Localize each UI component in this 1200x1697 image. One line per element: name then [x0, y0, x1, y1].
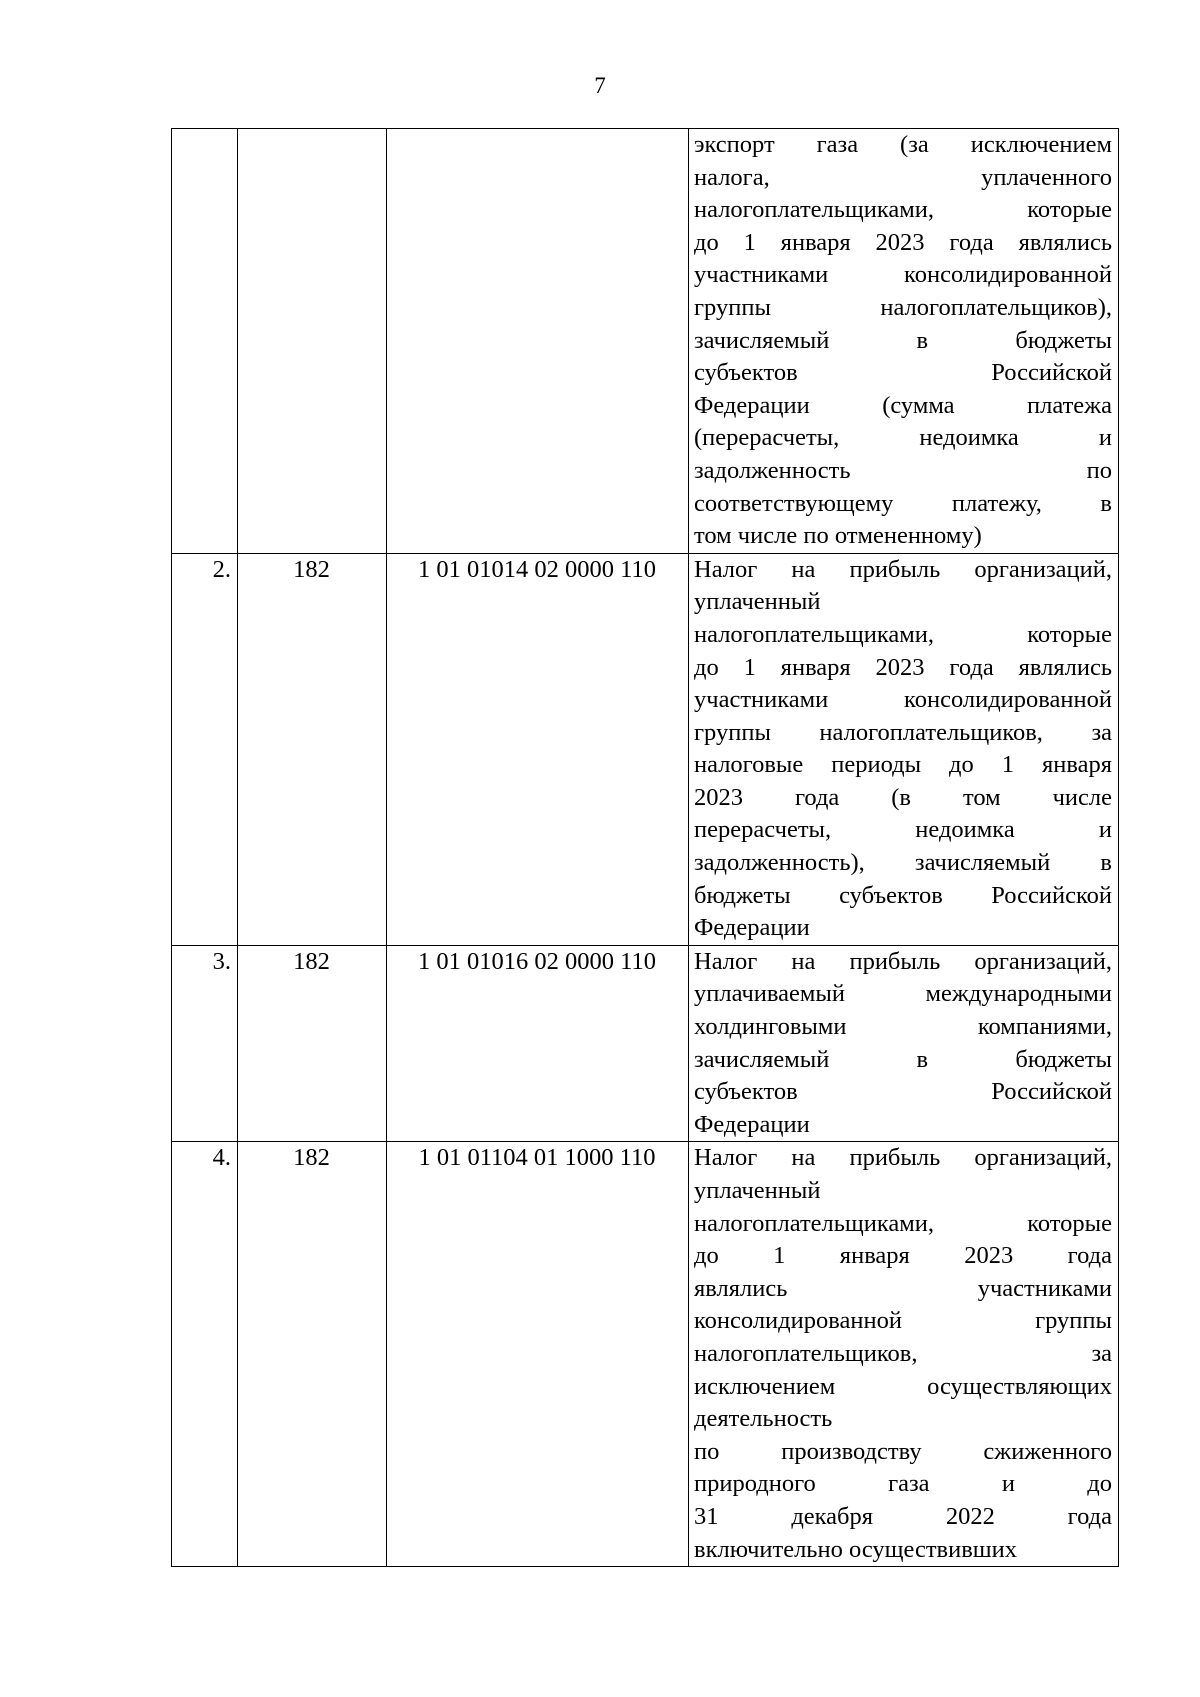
description-line: участниками консолидированной [694, 686, 1112, 714]
description-line: соответствующему платежу, в [694, 489, 1112, 517]
description-line: зачисляемый в бюджеты [694, 326, 1112, 354]
description-line: том числе по отмененному) [694, 522, 982, 550]
table-row [172, 129, 1119, 554]
description-line: уплаченный [694, 1177, 821, 1204]
description-line: задолженность по [694, 456, 1112, 484]
description-line: задолженность), зачисляемый в [694, 849, 1112, 877]
description-line: холдинговыми компаниями, [694, 1013, 1112, 1041]
row-number-cell [172, 129, 238, 554]
description-line: налоговые периоды до 1 января [694, 751, 1112, 779]
description-line: Федерации (сумма платежа [694, 391, 1112, 419]
revenue-codes-table [171, 128, 1119, 1567]
description-line: Налог на прибыль организаций, [694, 947, 1112, 975]
budget-classification-code-cell: 1 01 01104 01 1000 110 [387, 1142, 689, 1567]
description-line: Налог на прибыль организаций, [694, 1144, 1112, 1172]
description-line: деятельность [694, 1405, 833, 1433]
description-line: субъектов Российской [694, 359, 1112, 387]
revenue-description-cell [689, 1142, 1119, 1567]
table-body [172, 129, 1119, 1567]
revenue-description-cell [689, 553, 1119, 945]
description-line: до 1 января 2023 года [694, 1242, 1112, 1270]
table-row [172, 1142, 1119, 1567]
description-line: участниками консолидированной [694, 261, 1112, 289]
description-line: налогоплательщиков, за [694, 1339, 1112, 1367]
table-row [172, 945, 1119, 1142]
description-line: уплаченный [694, 588, 821, 616]
description-line: Федерации [694, 914, 810, 942]
description-line: Федерации [694, 1110, 810, 1138]
table-row [172, 553, 1119, 945]
description-line: субъектов Российской [694, 1078, 1112, 1106]
row-number-cell: 4. [172, 1142, 238, 1567]
revenue-description-cell [689, 945, 1119, 1142]
description-line: перерасчеты, недоимка и [694, 816, 1112, 844]
description-line: являлись участниками [694, 1274, 1112, 1302]
budget-classification-code-cell: 1 01 01014 02 0000 110 [387, 553, 689, 945]
administrator-code-cell: 182 [238, 553, 387, 945]
description-line: консолидированной группы [694, 1307, 1112, 1335]
description-line: экспорт газа (за исключением [694, 131, 1112, 158]
description-line: группы налогоплательщиков), [694, 293, 1112, 321]
budget-classification-code-cell: 1 01 01016 02 0000 110 [387, 945, 689, 1142]
description-line: налога, уплаченного [694, 163, 1112, 191]
description-line: исключением осуществляющих [694, 1372, 1112, 1400]
description-line: налогоплательщиками, которые [694, 620, 1112, 648]
description-line: природного газа и до [694, 1470, 1112, 1498]
budget-classification-code-cell [387, 129, 689, 554]
description-line: включительно осуществивших [694, 1535, 1018, 1563]
page-number: 7 [594, 73, 606, 98]
description-line: бюджеты субъектов Российской [694, 881, 1112, 909]
administrator-code-cell [238, 129, 387, 554]
description-line: налогоплательщиками, которые [694, 1209, 1112, 1237]
row-number-cell: 3. [172, 945, 238, 1142]
description-line: до 1 января 2023 года являлись [694, 653, 1112, 681]
administrator-code-cell: 182 [238, 1142, 387, 1567]
description-line: по производству сжиженного [694, 1437, 1112, 1465]
administrator-code-cell: 182 [238, 945, 387, 1142]
description-line: Налог на прибыль организаций, [694, 555, 1112, 583]
description-line: налогоплательщиками, которые [694, 196, 1112, 224]
description-line: до 1 января 2023 года являлись [694, 228, 1112, 256]
revenue-description-cell [689, 129, 1119, 554]
row-number-cell: 2. [172, 553, 238, 945]
description-line: зачисляемый в бюджеты [694, 1045, 1112, 1073]
description-line: 2023 года (в том числе [694, 783, 1112, 811]
description-line: уплачиваемый международными [694, 980, 1112, 1008]
description-line: 31 декабря 2022 года [694, 1502, 1112, 1530]
description-line: группы налогоплательщиков, за [694, 718, 1112, 746]
description-line: (перерасчеты, недоимка и [694, 424, 1112, 452]
